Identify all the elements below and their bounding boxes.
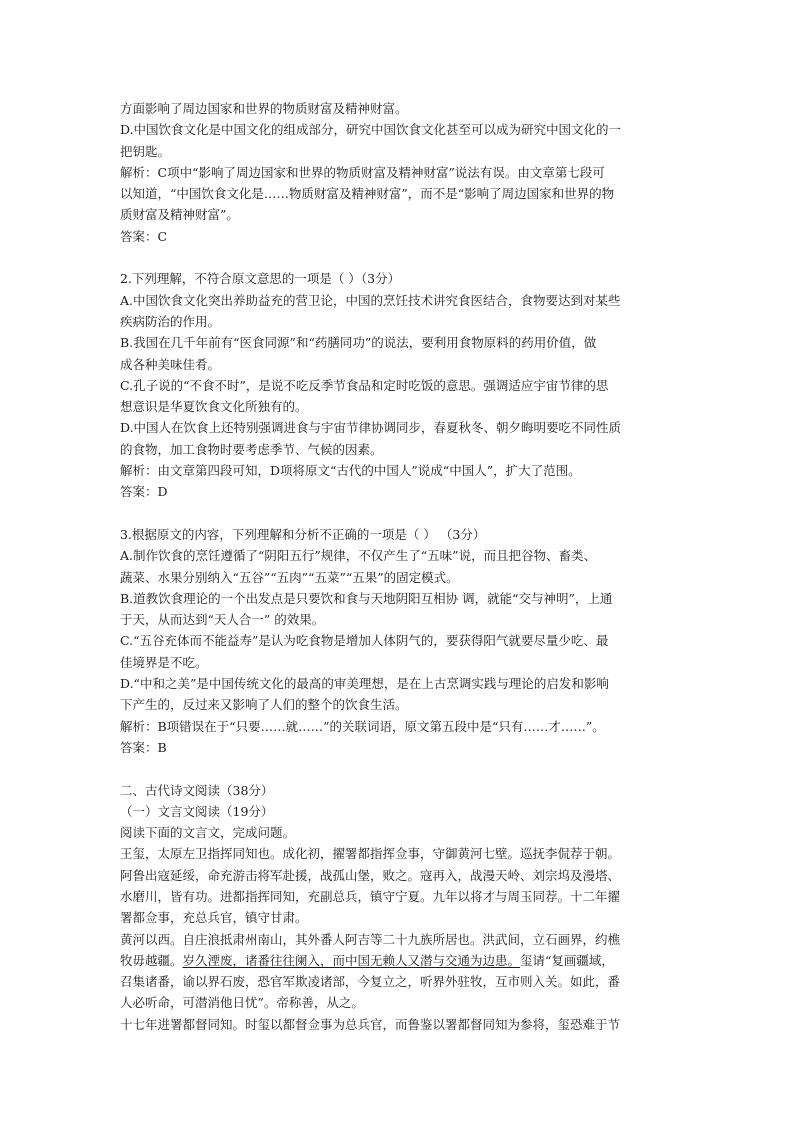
q1-analysis-cont: 以知道，“中国饮食文化是……物质财富及精神财富”，而不是“影响了周边国家和世界的物 [120,186,615,202]
q1-answer: 答案：C [120,228,168,244]
q2-option-b: B.我国在几千年前有“医食同源”和“药膳同功”的说法，要利用食物原料的药用价值，做 [120,335,597,351]
q2-option-d: D.中国人在饮食上还特别强调进食与宇宙节律协调同步，春夏秋冬、朝夕晦明要吃不同性质 [120,420,622,436]
q2-option-a: A.中国饮食文化突出养助益充的营卫论，中国的烹饪技术讲究食医结合，食物要达到对某些 [120,292,621,308]
q3-answer: 答案：B [120,739,167,755]
q3-option-a: A.制作饮食的烹饪遵循了“阴阳五行”规律，不仅产生了“五味”说，而且把谷物、畜类、 [120,548,597,564]
spacer [120,503,676,524]
document-page [120,98,676,1035]
passage-line: 水磨川，皆有功。进都指挥同知，充副总兵，镇守宁夏。九年以将才与周玉同荐。十二年擢 [120,888,621,904]
q1-tail-line: 方面影响了周边国家和世界的物质财富及精神财富。 [120,101,408,116]
q3-option-b: B.道教饮食理论的一个出发点是只要饮和食与天地阴阳互相协 调，就能“交与神明”，上通 [120,590,613,606]
passage-line: 王玺，太原左卫指挥同知也。成化初，擢署都指挥佥事，守御黄河七壁。巡抚李侃荐于朝。 [120,846,621,862]
q3-option-c-cont: 佳境界是不吃。 [120,654,208,670]
q3-option-b-cont: 于天，从而达到“天人合一” 的效果。 [120,612,325,628]
q2-stem: 2.下列理解，不符合原文意思的一项是（ ）（3分） [120,271,401,287]
passage-line: 召集诸番，谕以界石废，恐官军欺凌诸部，今复立之，听界外驻牧，互市则入关。如此，番 [120,974,621,990]
q3-stem: 3.根据原文的内容，下列理解和分析不正确的一项是（ ） （3分） [120,526,486,542]
q1-analysis-cont: 质财富及精神财富”。 [120,207,239,223]
passage-line: 人必听命，可潜消他日忧”。帝称善，从之。 [120,995,364,1011]
passage-text: 玺请“复画疆域， [520,952,614,968]
q2-option-c-cont: 想意识是华夏饮食文化所独有的。 [120,399,308,415]
passage-line: 阿鲁出寇延绥，命充游击将军赴援，战孤山堡，败之。寇再入，战漫天岭、刘宗坞及漫塔、 [120,867,621,883]
underlined-sentence: 岁久湮废，诸番往往阑入，而中国无赖人又潜与交通为边患。 [182,952,521,968]
q3-option-d: D.“中和之美”是中国传统文化的最高的审美理想，是在上古烹调实践与理论的启发和影响 [120,676,609,692]
passage-text: 牧毋越疆。 [120,952,183,968]
subsection-title: （一）文言文阅读（19分） [120,803,274,819]
passage-line: 黄河以西。自庄浪抵肃州南山，其外番人阿吉等二十九族所居也。洪武间，立石画界，约樵 [120,931,621,947]
q3-option-c: C.“五谷充体而不能益寿”是认为吃食物是增加人体阴气的，要获得阳气就要尽量少吃、最 [120,633,609,649]
q1-analysis: 解析：C项中“影响了周边国家和世界的物质财富及精神财富”说法有误。由文章第七段可 [120,164,605,180]
q2-option-a-cont: 疾病防治的作用。 [120,313,221,329]
q2-option-d-cont: 的食物，加工食物时要考虑季节、气候的因素。 [120,441,383,457]
passage-line: 十七年进署都督同知。时玺以都督佥事为总兵官，而鲁鉴以署都督同知为参将，玺恐难于节 [120,1016,621,1032]
spacer [120,758,676,779]
q1-option-d: D.中国饮食文化是中国文化的组成部分，研究中国饮食文化甚至可以成为研究中国文化的一 [120,122,622,138]
q3-option-d-cont: 下产生的，反过来又影响了人们的整个的饮食生活。 [120,697,408,713]
spacer [120,247,676,268]
section-title: 二、古代诗文阅读（38分） [120,782,274,798]
q3-option-a-cont: 蔬菜、水果分别纳入“五谷”“五肉”“五菜”“五果”的固定模式。 [120,569,459,585]
passage-line [120,950,676,971]
passage-line: 署都佥事，充总兵官，镇守甘肃。 [120,910,308,926]
q3-analysis: 解析：B项错误在于“只要……就……”的关联词语，原文第五段中是“只有……才……”。 [120,718,605,734]
reading-instruction: 阅读下面的文言文，完成问题。 [120,825,296,841]
q2-answer: 答案：D [120,484,168,500]
q2-option-b-cont: 成各种美味佳肴。 [120,356,221,372]
q1-option-d-cont: 把钥匙。 [120,143,171,159]
q2-option-c: C.孔子说的“不食不时”，是说不吃反季节食品和定时吃饭的意思。强调适应宇宙节律的思 [120,377,609,393]
q2-analysis: 解析：由文章第四段可知，D项将原文“古代的中国人”说成“中国人”，扩大了范围。 [120,463,581,479]
